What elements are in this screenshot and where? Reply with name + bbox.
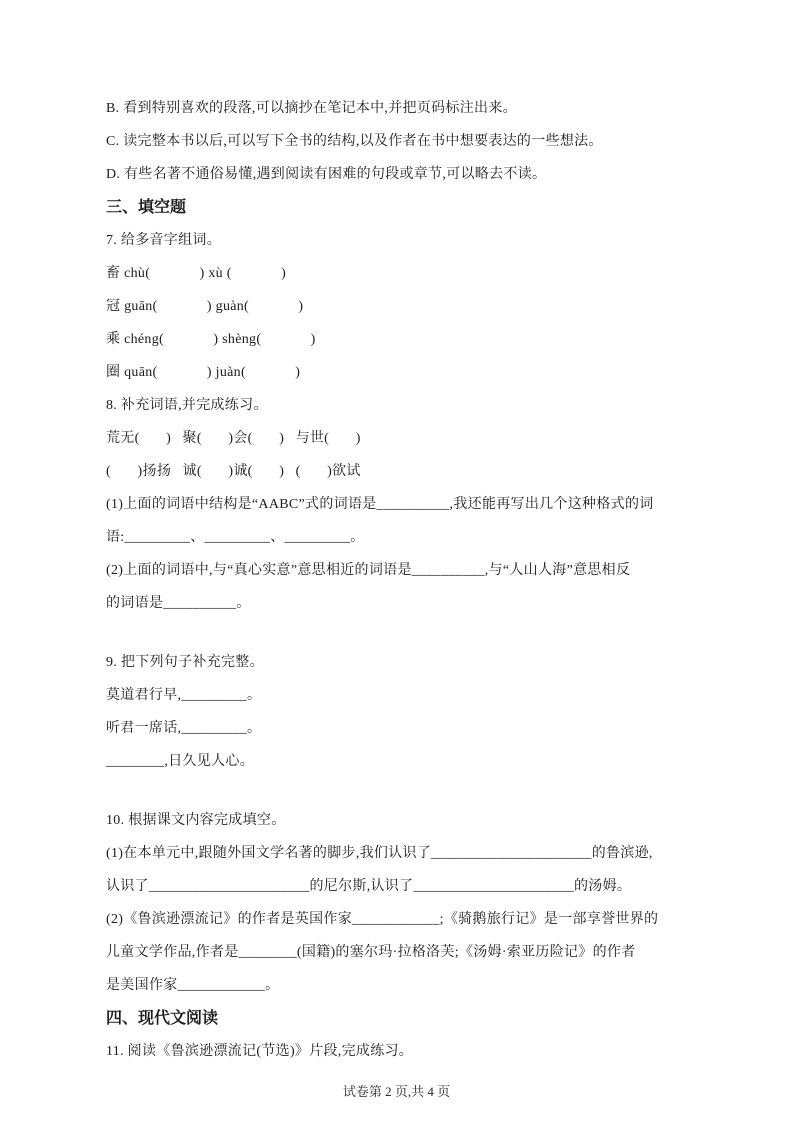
q7-row-guan-guan: 冠 guān( ) guàn( ) xyxy=(106,299,304,314)
q8-sub1-line-1: (1)上面的词语中结构是“AABC”式的词语是__________,我还能再写出几个这种格式的词 xyxy=(106,497,654,512)
q10-stem: 10. 根据课文内容完成填空。 xyxy=(106,813,286,828)
q10-sub1-line-1: (1)在本单元中,跟随外国文学名著的脚步,我们认识了______________________的鲁滨逊, xyxy=(106,846,653,861)
q9-stem: 9. 把下列句子补充完整。 xyxy=(106,655,264,670)
option-line-b: B. 看到特别喜欢的段落,可以摘抄在笔记本中,并把页码标注出来。 xyxy=(106,101,517,116)
q11-stem: 11. 阅读《鲁滨逊漂流记(节选)》片段,完成练习。 xyxy=(106,1044,414,1059)
q10-sub1-line-2: 认识了______________________的尼尔斯,认识了______________________的汤姆。 xyxy=(106,879,632,894)
option-line-d: D. 有些名著不通俗易懂,遇到阅读有困难的句段或章节,可以略去不读。 xyxy=(106,167,547,182)
option-line-c: C. 读完整本书以后,可以写下全书的结构,以及作者在书中想要表达的一些想法。 xyxy=(106,134,603,149)
q8-sub2-line-1: (2)上面的词语中,与“真心实意”意思相近的词语是__________,与“人山人海”意思相反 xyxy=(106,563,631,578)
spacer xyxy=(106,778,693,804)
q7-row-quan-juan: 圈 quān( ) juàn( ) xyxy=(106,365,301,380)
q9-line-3: ________,日久见人心。 xyxy=(106,754,254,769)
q8-word-row-1: 荒无( ) 聚( )会( ) 与世( ) xyxy=(106,431,361,446)
q8-sub2-line-2: 的词语是__________。 xyxy=(106,596,251,611)
q10-sub2-line-3: 是美国作家____________。 xyxy=(106,978,280,993)
q8-stem: 8. 补充词语,并完成练习。 xyxy=(106,398,268,413)
q9-line-2: 听君一席话,_________。 xyxy=(106,721,262,736)
q8-sub1-line-2: 语:_________、_________、_________。 xyxy=(106,530,365,545)
q10-sub2-line-1: (2)《鲁滨逊漂流记》的作者是英国作家____________;《骑鹅旅行记》是一部享誉世界的 xyxy=(106,912,659,927)
q7-row-chu-xu: 畜 chù( ) xù ( ) xyxy=(106,266,287,281)
page-footer: 试卷第 2 页,共 4 页 xyxy=(342,1084,451,1099)
section-heading-fill-in: 三、填空题 xyxy=(106,199,187,216)
q8-word-row-2: ( )扬扬 诚( )诚( ) ( )欲试 xyxy=(106,464,361,479)
q10-sub2-line-2: 儿童文学作品,作者是________(国籍)的塞尔玛·拉格洛芙;《汤姆·索亚历险记》的作者 xyxy=(106,945,636,960)
section-heading-modern-reading: 四、现代文阅读 xyxy=(106,1010,219,1027)
q9-line-1: 莫道君行早,_________。 xyxy=(106,688,262,703)
q7-row-cheng-sheng: 乘 chéng( ) shèng( ) xyxy=(106,332,316,347)
q7-stem: 7. 给多音字组词。 xyxy=(106,233,221,248)
spacer xyxy=(106,620,693,646)
